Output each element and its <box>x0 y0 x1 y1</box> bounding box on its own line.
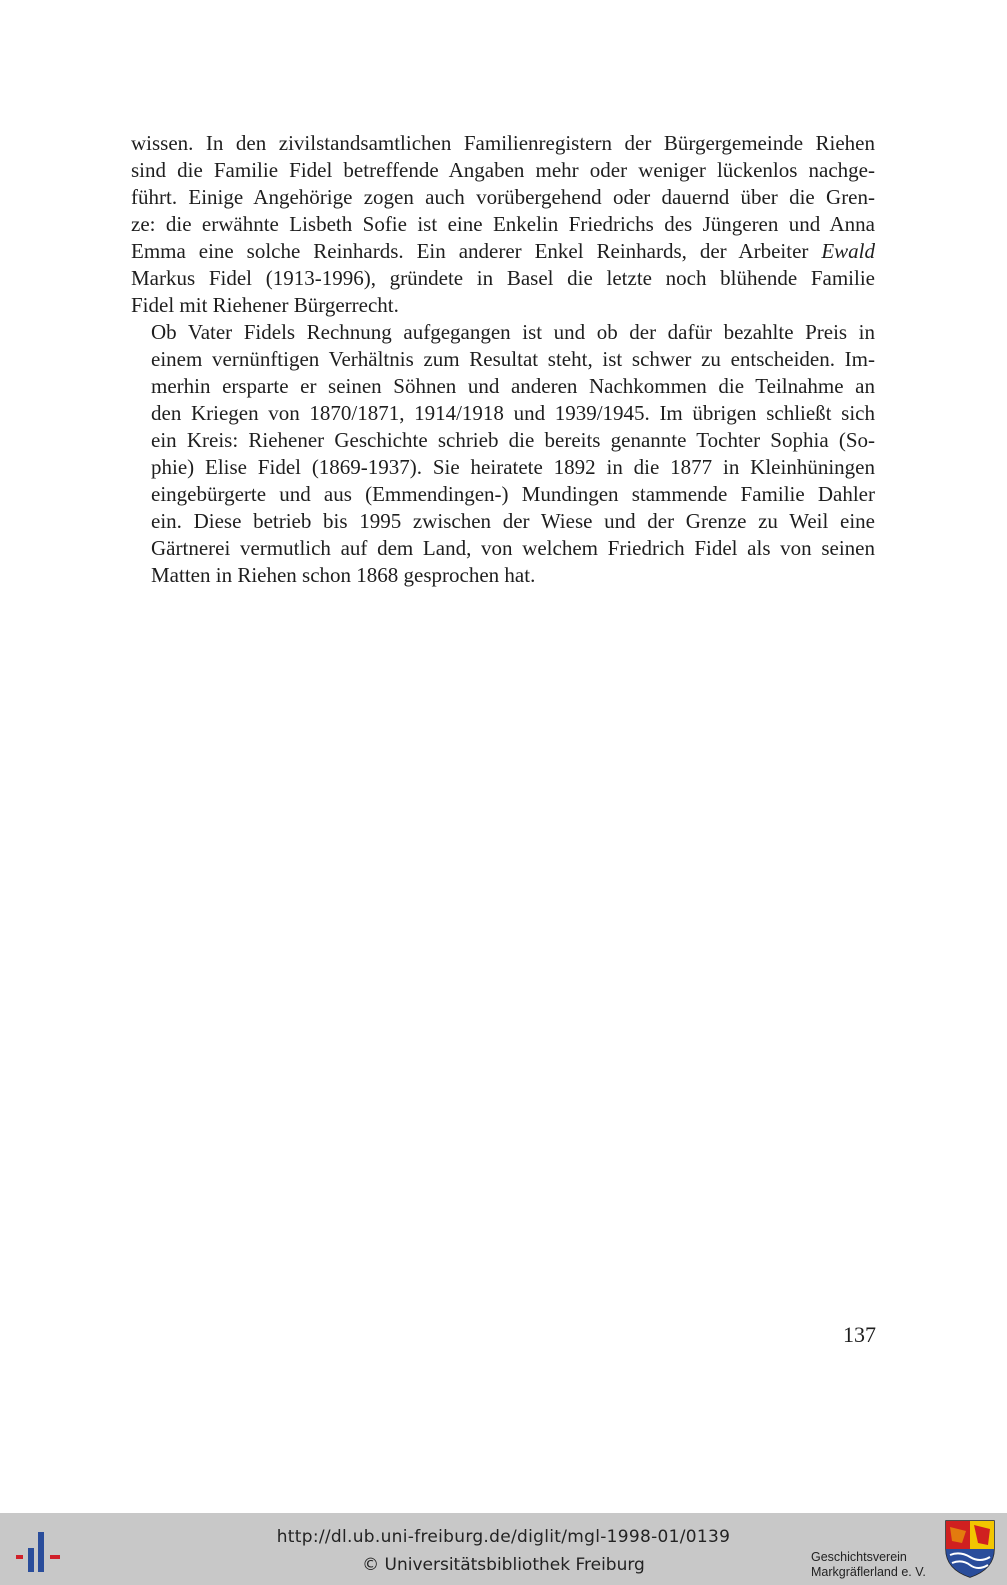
text-line: eingebürgerte und aus (Emmendingen-) Mundingen stammende Familie Dahler <box>151 482 875 506</box>
text-line: den Kriegen von 1870/1871, 1914/1918 und 1939/1945. Im übrigen schließt sich <box>151 401 875 425</box>
paragraph-2 <box>131 319 875 589</box>
society-name-line: Markgräflerland e. V. <box>811 1565 926 1579</box>
text-line: Gärtnerei vermutlich auf dem Land, von welchem Friedrich Fidel als von seinen <box>151 536 875 560</box>
text-line: Fidel mit Riehener Bürgerrecht. <box>131 293 399 317</box>
page-number: 137 <box>843 1322 876 1347</box>
text-line: wissen. In den zivilstandsamtlichen Familienregistern der Bürgergemeinde Riehen <box>131 131 875 155</box>
text-line: einem vernünftigen Verhältnis zum Resultat steht, ist schwer zu entscheiden. Im- <box>151 347 875 371</box>
text-line <box>131 238 875 265</box>
text-line: Matten in Riehen schon 1868 gesprochen hat. <box>151 563 536 587</box>
society-name-line: Geschichtsverein <box>811 1550 907 1564</box>
text-line: ein Kreis: Riehener Geschichte schrieb die bereits genannte Tochter Sophia (So- <box>151 428 875 452</box>
paragraph-1 <box>131 130 875 319</box>
footer-bar <box>0 1513 1007 1585</box>
text-line: ze: die erwähnte Lisbeth Sofie ist eine Enkelin Friedrichs des Jüngeren und Anna <box>131 212 875 236</box>
text-line: Ob Vater Fidels Rechnung aufgegangen ist und ob der dafür bezahlte Preis in <box>151 320 875 344</box>
footer-copyright: © Universitätsbibliothek Freiburg <box>362 1555 645 1575</box>
text-line: ein. Diese betrieb bis 1995 zwischen der Wiese und der Grenze zu Weil eine <box>151 509 875 533</box>
coat-of-arms-icon[interactable] <box>944 1519 996 1579</box>
text-line-segment: Emma eine solche Reinhards. Ein anderer Enkel Reinhards, der Arbeiter <box>131 239 822 263</box>
text-line: sind die Familie Fidel betreffende Angaben mehr oder weniger lückenlos nachge- <box>131 158 875 182</box>
main-text <box>131 130 875 589</box>
footer-url-link[interactable]: http://dl.ub.uni-freiburg.de/diglit/mgl-1998-01/0139 <box>276 1527 731 1547</box>
text-line: merhin ersparte er seinen Söhnen und anderen Nachkommen die Teilnahme an <box>151 374 875 398</box>
text-line: phie) Elise Fidel (1869-1937). Sie heiratete 1892 in die 1877 in Kleinhüningen <box>151 455 875 479</box>
society-name <box>811 1550 926 1580</box>
italic-name: Ewald <box>821 239 875 263</box>
text-line: führt. Einige Angehörige zogen auch vorübergehend oder dauernd über die Gren- <box>131 185 875 209</box>
text-line: Markus Fidel (1913-1996), gründete in Basel die letzte noch blühende Familie <box>131 266 875 290</box>
